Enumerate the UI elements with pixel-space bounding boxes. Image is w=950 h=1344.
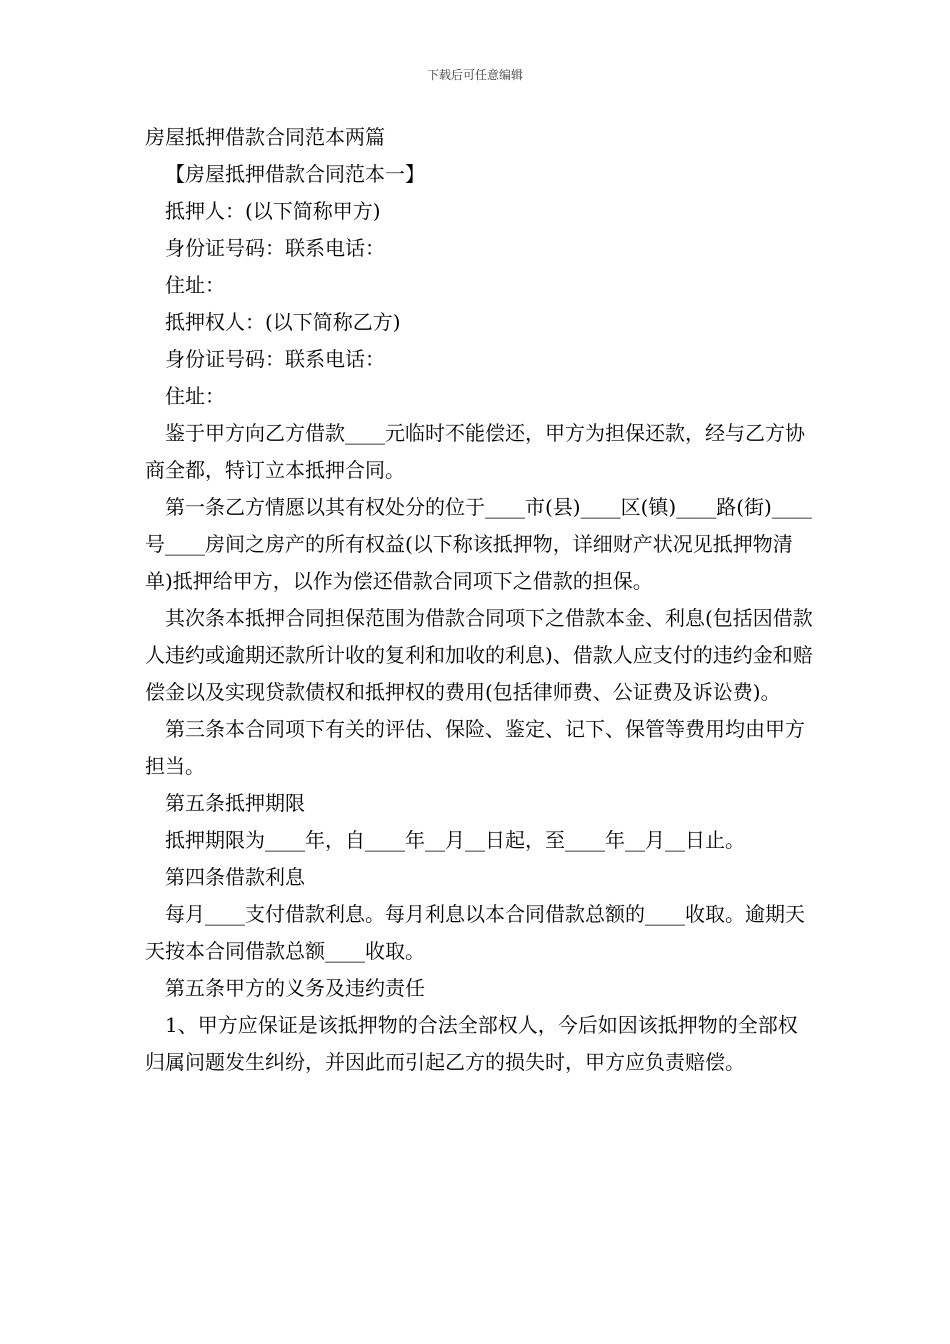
paragraph: 身份证号码：联系电话： (165, 347, 385, 371)
paragraph: 其次条本抵押合同担保范围为借款合同项下之借款本金、利息(包括因借款人违约或逾期还款所计收的复利和加收的利息)、借款人应支付的违约金和赔偿金以及实现贷款债权和抵押权的费用(包括律师费、公证费及诉讼费)。 (145, 606, 813, 704)
document-body (145, 119, 813, 1081)
paragraph: 住址： (165, 384, 225, 408)
paragraph: 鉴于甲方向乙方借款____元临时不能偿还，甲方为担保还款，经与乙方协商全都，特订立本抵押合同。 (145, 421, 805, 482)
paragraph: 第一条乙方情愿以其有权处分的位于____市(县)____区(镇)____路(街)____号____房间之房产的所有权益(以下称该抵押物，详细财产状况见抵押物清单)抵押给甲方，以作为偿还借款合同项下之借款的担保。 (145, 495, 812, 593)
paragraph: 住址： (165, 273, 225, 297)
paragraph: 第三条本合同项下有关的评估、保险、鉴定、记下、保管等费用均由甲方担当。 (145, 717, 805, 778)
page-header: 下载后可任意编辑 (426, 68, 523, 82)
paragraph: 抵押期限为____年，自____年__月__日起，至____年__月__日止。 (165, 828, 745, 852)
paragraph: 身份证号码：联系电话： (165, 236, 385, 260)
paragraph: 第四条借款利息 (165, 865, 305, 889)
paragraph: 第五条甲方的义务及违约责任 (165, 976, 425, 1000)
paragraph: 抵押人：(以下简称甲方) (165, 199, 381, 223)
document-title: 房屋抵押借款合同范本两篇 (145, 125, 385, 149)
paragraph: 第五条抵押期限 (165, 791, 305, 815)
paragraph: 抵押权人：(以下简称乙方) (165, 310, 401, 334)
paragraph: 1、甲方应保证是该抵押物的合法全部权人，今后如因该抵押物的全部权归属问题发生纠纷，并因此而引起乙方的损失时，甲方应负责赔偿。 (145, 1013, 798, 1074)
paragraph: 每月____支付借款利息。每月利息以本合同借款总额的____收取。逾期天天按本合同借款总额____收取。 (145, 902, 805, 963)
section-heading: 【房屋抵押借款合同范本一】 (165, 162, 425, 186)
